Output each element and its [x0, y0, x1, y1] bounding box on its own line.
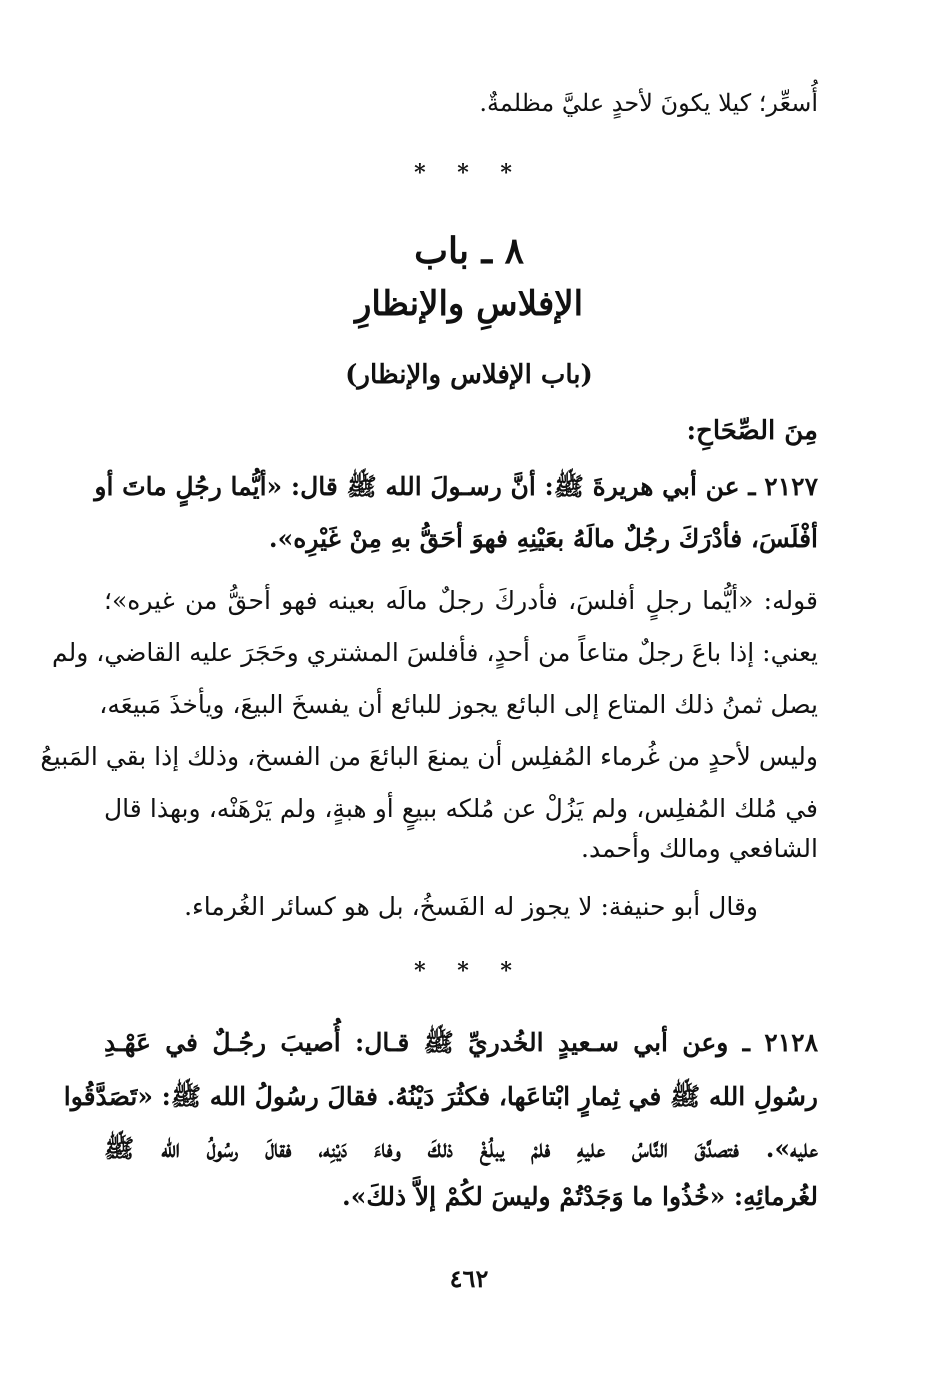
- commentary-line-3: يصل ثمنُ ذلك المتاع إلى البائع يجوز للبائع أن يفسخَ البيعَ، ويأخذَ مَبيعَه،: [99, 690, 818, 719]
- chapter-title: الإفلاسِ والإنظارِ: [354, 284, 584, 324]
- section-heading: مِنَ الصِّحَاحِ:: [686, 416, 818, 446]
- commentary-line-1: قوله: «أيُّما رجلٍ أفلسَ، فأدركَ رجلٌ مالَه بعينه فهو أحقُّ من غيره»؛: [104, 586, 818, 615]
- commentary-line-5: في مُلك المُفلِس، ولم يَزُلْ عن مُلكه ببيعٍ أو هبةٍ، ولم يَرْهَنْه، وبهذا قال: [104, 794, 818, 823]
- page-number: ٤٦٢: [449, 1264, 489, 1293]
- continuation-line: أُسعِّر؛ كيلا يكونَ لأحدٍ عليَّ مظلمةٌ.: [479, 89, 818, 117]
- commentary-line-2: يعني: إذا باعَ رجلٌ متاعاً من أحدٍ، فأفلسَ المشتري وحَجَرَ عليه القاضي، ولم: [51, 638, 818, 667]
- hadith-2128-line-3: عليه». فتصدَّقَ النَّاسُ عليهِ فلمْ يبلُغْ ذلكَ وفاءَ دَيْنِه، فقالَ رسُولُ الله ﷺ: [104, 1134, 818, 1163]
- hadith-2127-line-1: ٢١٢٧ ـ عن أبي هريرةَ ﷺ: أنَّ رسـولَ الله ﷺ قال: «أيُّما رجُلٍ ماتَ أو: [94, 472, 818, 501]
- hadith-2127-line-2: أفْلَسَ، فأدْرَكَ رجُلٌ مالَهُ بعَيْنِهِ فهوَ أحَقُّ بهِ مِنْ غَيْرِه».: [268, 524, 818, 553]
- commentary-line-6: الشافعي ومالك وأحمد.: [581, 834, 818, 863]
- commentary-line-4: وليس لأحدٍ من غُرماء المُفلِس أن يمنعَ البائعَ من الفسخ، وذلك إذا بقي المَبيعُ: [40, 742, 818, 771]
- separator-stars-bottom: * * *: [414, 958, 524, 984]
- hadith-2128-line-4: لغُرمائِهِ: «خُذُوا ما وَجَدْتُمْ وليسَ لكُمْ إلاَّ ذلكَ».: [342, 1182, 818, 1211]
- chapter-number: ٨ ـ باب: [414, 230, 524, 272]
- abu-hanifa-line: وقال أبو حنيفة: لا يجوز له الفَسخُ، بل هو كسائر الغُرماء.: [184, 892, 758, 921]
- separator-stars-top: * * *: [414, 160, 524, 186]
- hadith-2128-line-1: ٢١٢٨ ـ وعن أبي سـعيدٍ الخُدريِّ ﷺ قـال: أُصيبَ رجُـلٌ في عَهْـدِ: [104, 1028, 818, 1057]
- hadith-2128-line-2: رسُولِ الله ﷺ في ثِمارٍ ابْتاعَها، فكثُرَ دَيْنُهُ. فقالَ رسُولُ الله ﷺ: «تَصَدَّقُوا: [63, 1082, 818, 1111]
- chapter-subtitle: (باب الإفلاس والإنظار): [345, 360, 593, 390]
